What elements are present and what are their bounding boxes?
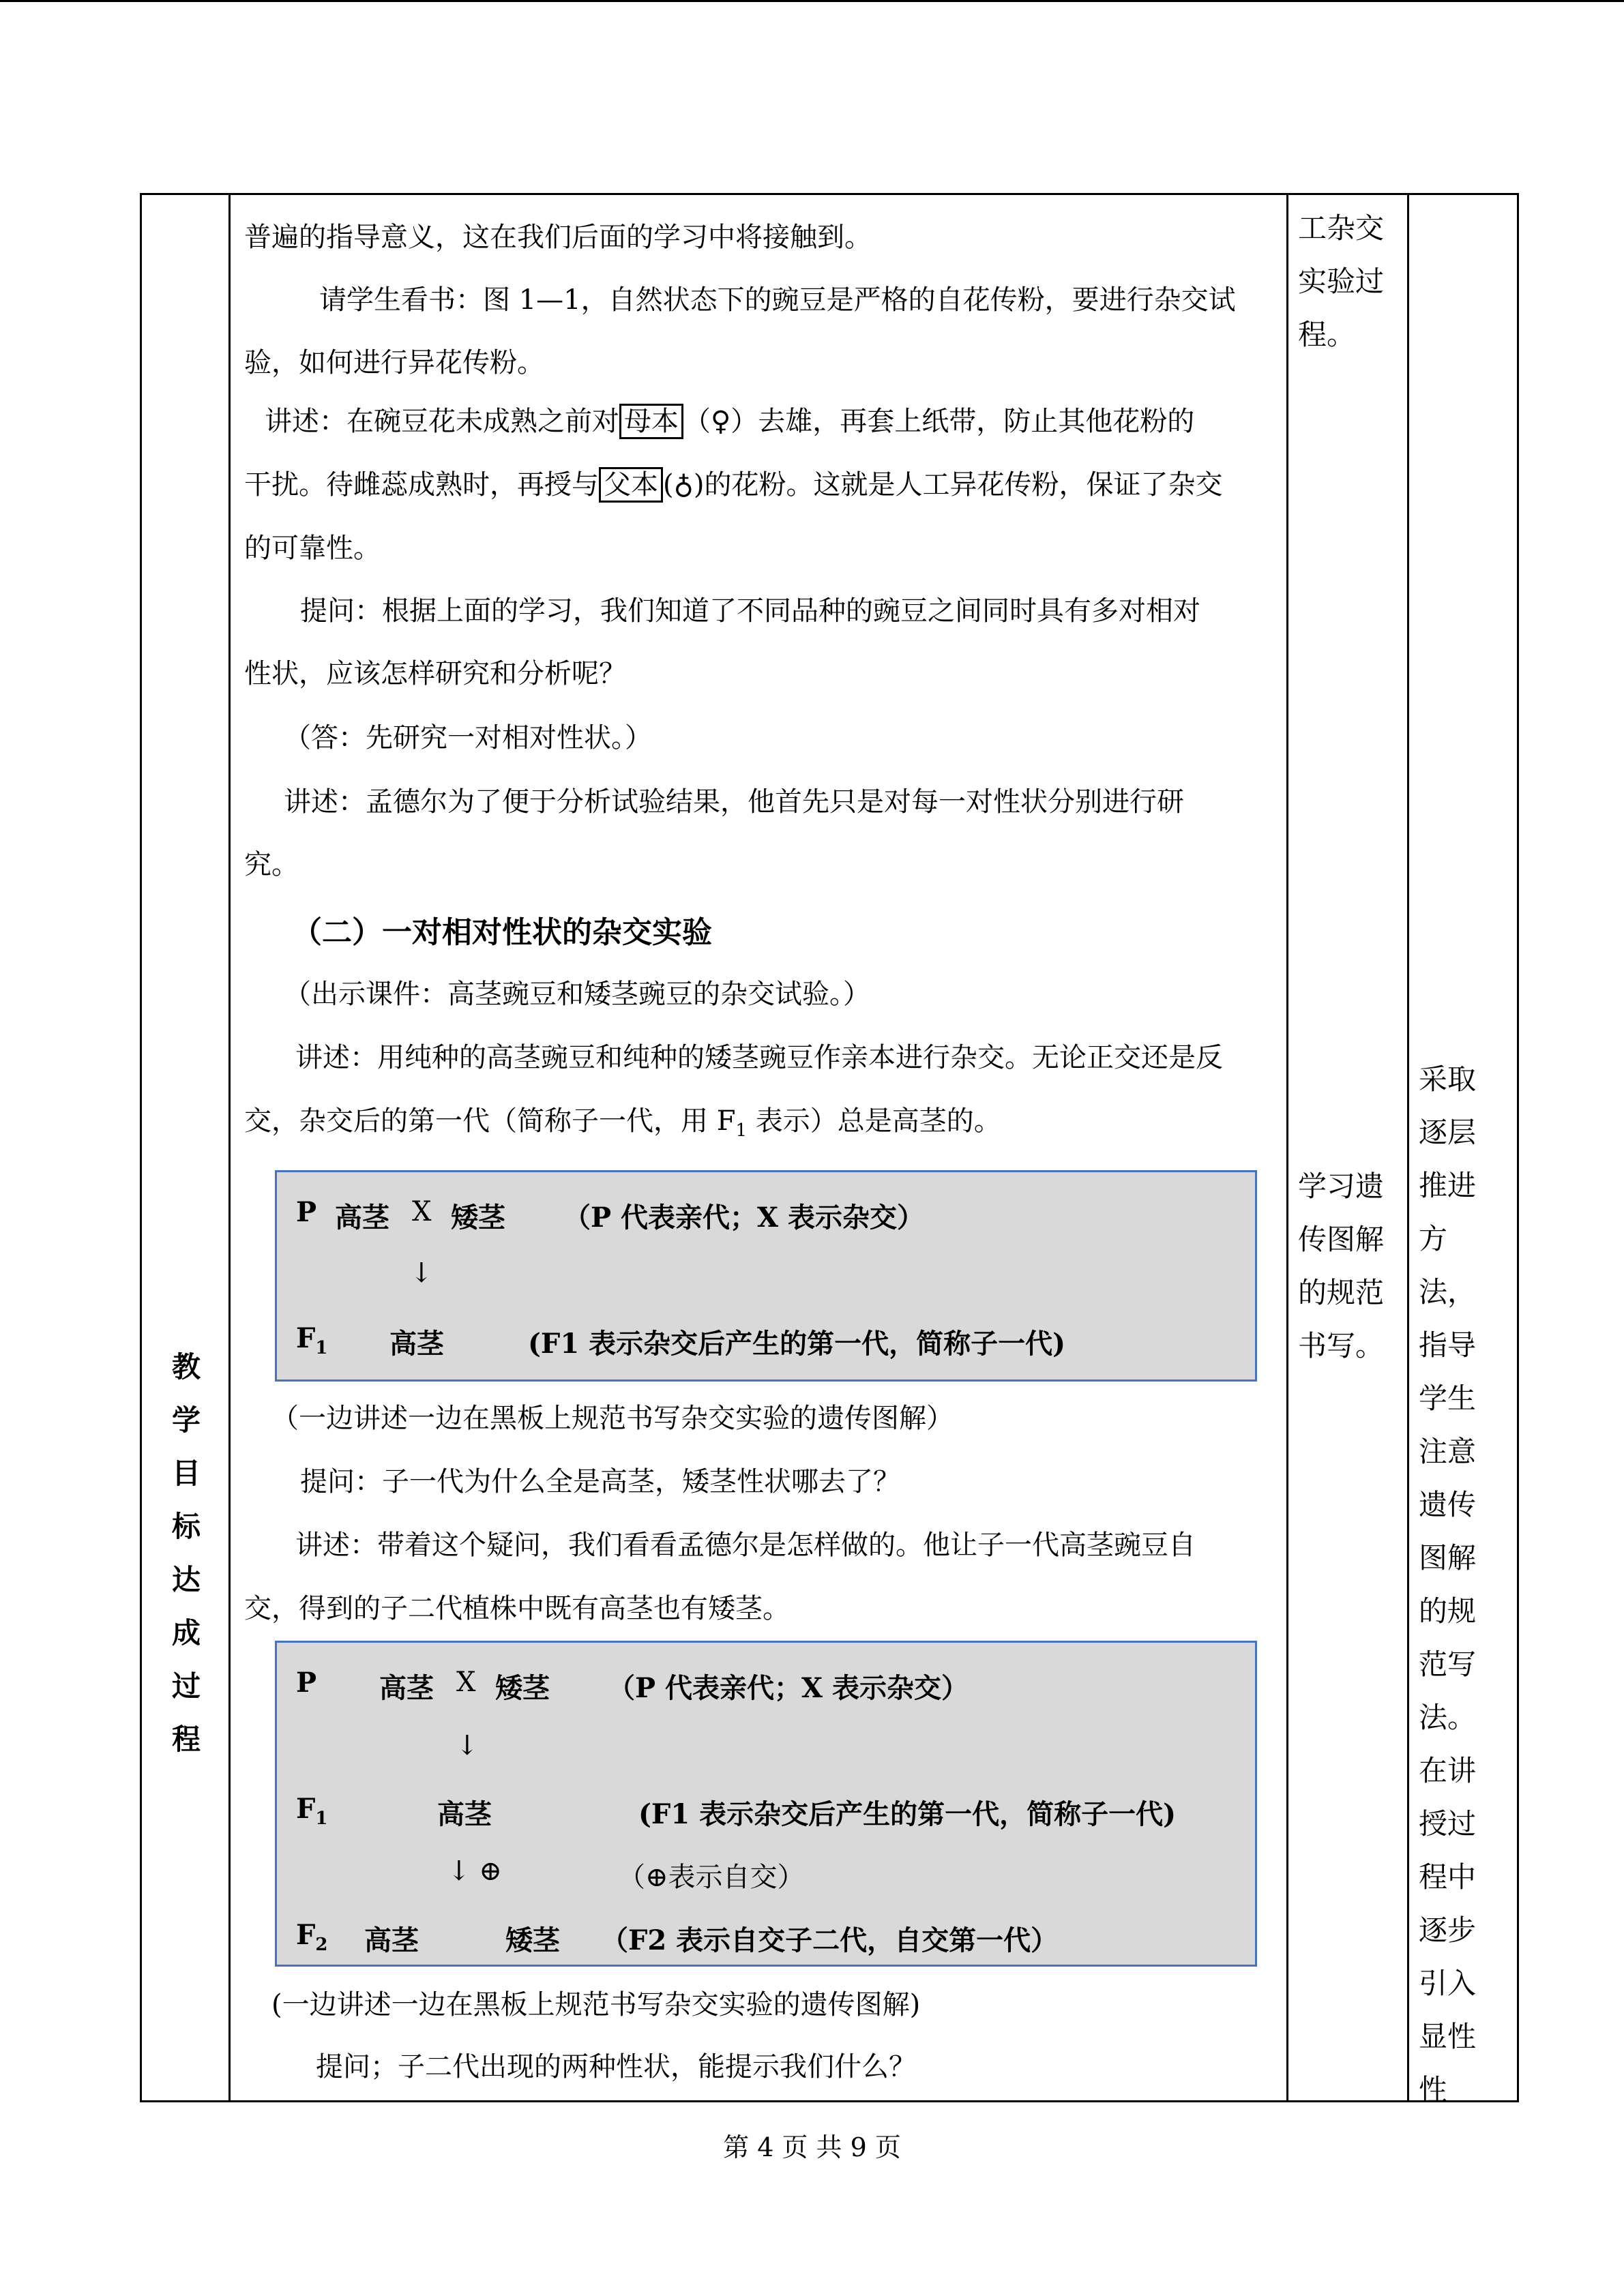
paragraph-line: 的可靠性。 [244,533,381,564]
subscript: 1 [315,1338,328,1358]
purpose-note-top [1298,202,1419,361]
note-line: 工杂交 [1298,211,1385,245]
method-line: 引入 [1419,1967,1477,2000]
diagram-f1-label [296,1322,328,1358]
paragraph-line: (一边讲述一边在黑板上规范书写杂交实验的遗传图解) [271,1989,921,2021]
method-line: 图解 [1419,1541,1477,1575]
method-line: 法， [1419,1275,1477,1309]
diagram-p-label: P [296,1667,317,1699]
diagram-note: (F1 表示杂交后产生的第一代，简称子一代) [638,1798,1177,1830]
genetic-diagram-f1 [275,1170,1257,1382]
method-line: 在讲 [1419,1754,1477,1787]
text-segment: (♁)的花粉。这就是人工异花传粉，保证了杂交 [663,469,1223,501]
genetic-diagram-f2 [275,1641,1257,1967]
method-line: 授过 [1419,1807,1477,1840]
note-line: 的规范 [1298,1276,1385,1309]
method-line: 的规 [1419,1594,1477,1628]
text-segment: 交，杂交后的第一代（简称子一代，用 F [244,1105,736,1137]
method-line: 注意 [1419,1435,1477,1468]
paragraph-line: 请学生看书：图 1—1，自然状态下的豌豆是严格的自花传粉，要进行杂交试 [319,284,1236,316]
note-line: 实验过 [1298,265,1385,298]
row-label-char: 目 [171,1457,201,1490]
method-line: 采取 [1419,1062,1477,1096]
method-line: 学生 [1419,1382,1477,1415]
paragraph-line: 讲述：用纯种的高茎豌豆和纯种的矮茎豌豆作亲本进行杂交。无论正交还是反 [295,1042,1223,1073]
diagram-short: 矮茎 [495,1672,550,1704]
method-line: 指导 [1419,1328,1477,1362]
content-cell [244,195,1281,2100]
text-segment: 讲述：在碗豆花未成熟之前对 [265,406,619,437]
paragraph-line: （答：先研究一对相对性状。） [284,722,652,754]
paragraph-line: 讲述：带着这个疑问，我们看看孟德尔是怎样做的。他让子一代高茎豌豆自 [295,1530,1196,1561]
method-line: 逐步 [1419,1913,1477,1947]
paragraph-line: （一边讲述一边在黑板上规范书写杂交实验的遗传图解） [271,1403,954,1434]
text-segment: 干扰。待雌蕊成熟时，再授与 [244,469,599,501]
note-line: 学习遗 [1298,1169,1385,1203]
diagram-f1-label [296,1793,328,1829]
diagram-cross-symbol: X [456,1667,476,1698]
row-label-char: 标 [171,1510,201,1543]
row-label-char: 过 [171,1669,201,1703]
diagram-cross-symbol: X [412,1196,432,1227]
column-divider [1286,195,1288,2100]
method-line: 显性 [1419,2020,1477,2053]
boxed-term-mother: 母本 [619,404,683,439]
method-line: 范写 [1419,1648,1477,1681]
subscript: 2 [315,1935,328,1955]
f1-letter: F [296,1793,316,1825]
diagram-short: 矮茎 [505,1924,560,1956]
method-line: 程中 [1419,1860,1477,1894]
row-label-vertical [142,1341,231,1766]
paragraph-line [244,1099,1001,1141]
diagram-tall: 高茎 [437,1798,492,1830]
diagram-arrow: ↓ [456,1730,479,1761]
paragraph-line [244,463,1222,502]
column-divider [1407,195,1409,2100]
row-label-char: 学 [171,1403,201,1437]
diagram-note: （F2 表示自交子二代，自交第一代） [601,1924,1059,1956]
note-line: 书写。 [1298,1329,1385,1362]
method-line: 法。 [1419,1701,1477,1734]
paragraph-line: （出示课件：高茎豌豆和矮茎豌豆的杂交试验。） [284,979,870,1010]
method-line: 方 [1419,1222,1448,1255]
diagram-tall: 高茎 [389,1328,444,1360]
row-label-char: 教 [171,1350,201,1384]
diagram-note: （P 代表亲代；X 表示杂交） [608,1672,969,1704]
boxed-term-father: 父本 [599,467,663,503]
method-line: 遗传 [1419,1488,1477,1521]
paragraph-line [265,400,1194,438]
paragraph-line: 性状，应该怎样研究和分析呢？ [244,658,626,689]
diagram-f2-label [296,1919,328,1955]
purpose-note-mid [1298,1160,1419,1373]
paragraph-line: 验，如何进行异花传粉。 [244,347,544,378]
subscript: 1 [735,1120,748,1141]
diagram-note: （⊕表示自交） [618,1862,805,1893]
f1-letter: F [296,1322,316,1354]
paragraph-line: 讲述：孟德尔为了便于分析试验结果，他首先只是对每一对性状分别进行研 [284,786,1184,818]
row-label-cell [142,195,231,2100]
top-border-line [0,0,1624,2]
paragraph-line: 交，得到的子二代植株中既有高茎也有矮茎。 [244,1593,790,1624]
method-line: 推进 [1419,1169,1477,1202]
paragraph-line: 提问：子一代为什么全是高茎，矮茎性状哪去了？ [300,1466,900,1497]
lesson-table [140,193,1519,2106]
diagram-tall: 高茎 [379,1672,434,1704]
diagram-short: 矮茎 [451,1202,505,1234]
diagram-tall: 高茎 [335,1202,389,1234]
note-line: 程。 [1298,318,1356,351]
diagram-tall: 高茎 [364,1924,419,1956]
text-segment: 表示）总是高茎的。 [747,1105,1001,1137]
row-label-char: 达 [171,1563,201,1596]
paragraph-line: 普遍的指导意义，这在我们后面的学习中将接触到。 [244,222,872,253]
method-line: 逐层 [1419,1116,1477,1149]
text-segment: （♀）去雄，再套上纸带，防止其他花粉的 [683,406,1195,437]
diagram-note: (F1 表示杂交后产生的第一代，简称子一代) [528,1328,1066,1360]
diagram-self-arrow: ↓ ⊕ [447,1855,502,1887]
diagram-note: （P 代表亲代；X 表示杂交） [563,1202,924,1234]
section-heading: （二）一对相对性状的杂交实验 [292,915,712,950]
row-label-char: 成 [171,1616,201,1650]
page-footer: 第 4 页 共 9 页 [723,2132,901,2162]
method-note [1419,1053,1540,2117]
method-line: 性 [1419,2073,1448,2106]
diagram-arrow: ↓ [410,1257,433,1289]
paragraph-line: 提问：根据上面的学习，我们知道了不同品种的豌豆之间同时具有多对相对 [300,595,1200,627]
f2-letter: F [296,1919,316,1951]
subscript: 1 [315,1808,328,1829]
paragraph-line: 提问；子二代出现的两种性状，能提示我们什么？ [316,2051,916,2083]
note-line: 传图解 [1298,1223,1385,1256]
row-label-char: 程 [171,1723,201,1756]
paragraph-line: 究。 [244,849,299,880]
diagram-p-label: P [296,1196,317,1228]
